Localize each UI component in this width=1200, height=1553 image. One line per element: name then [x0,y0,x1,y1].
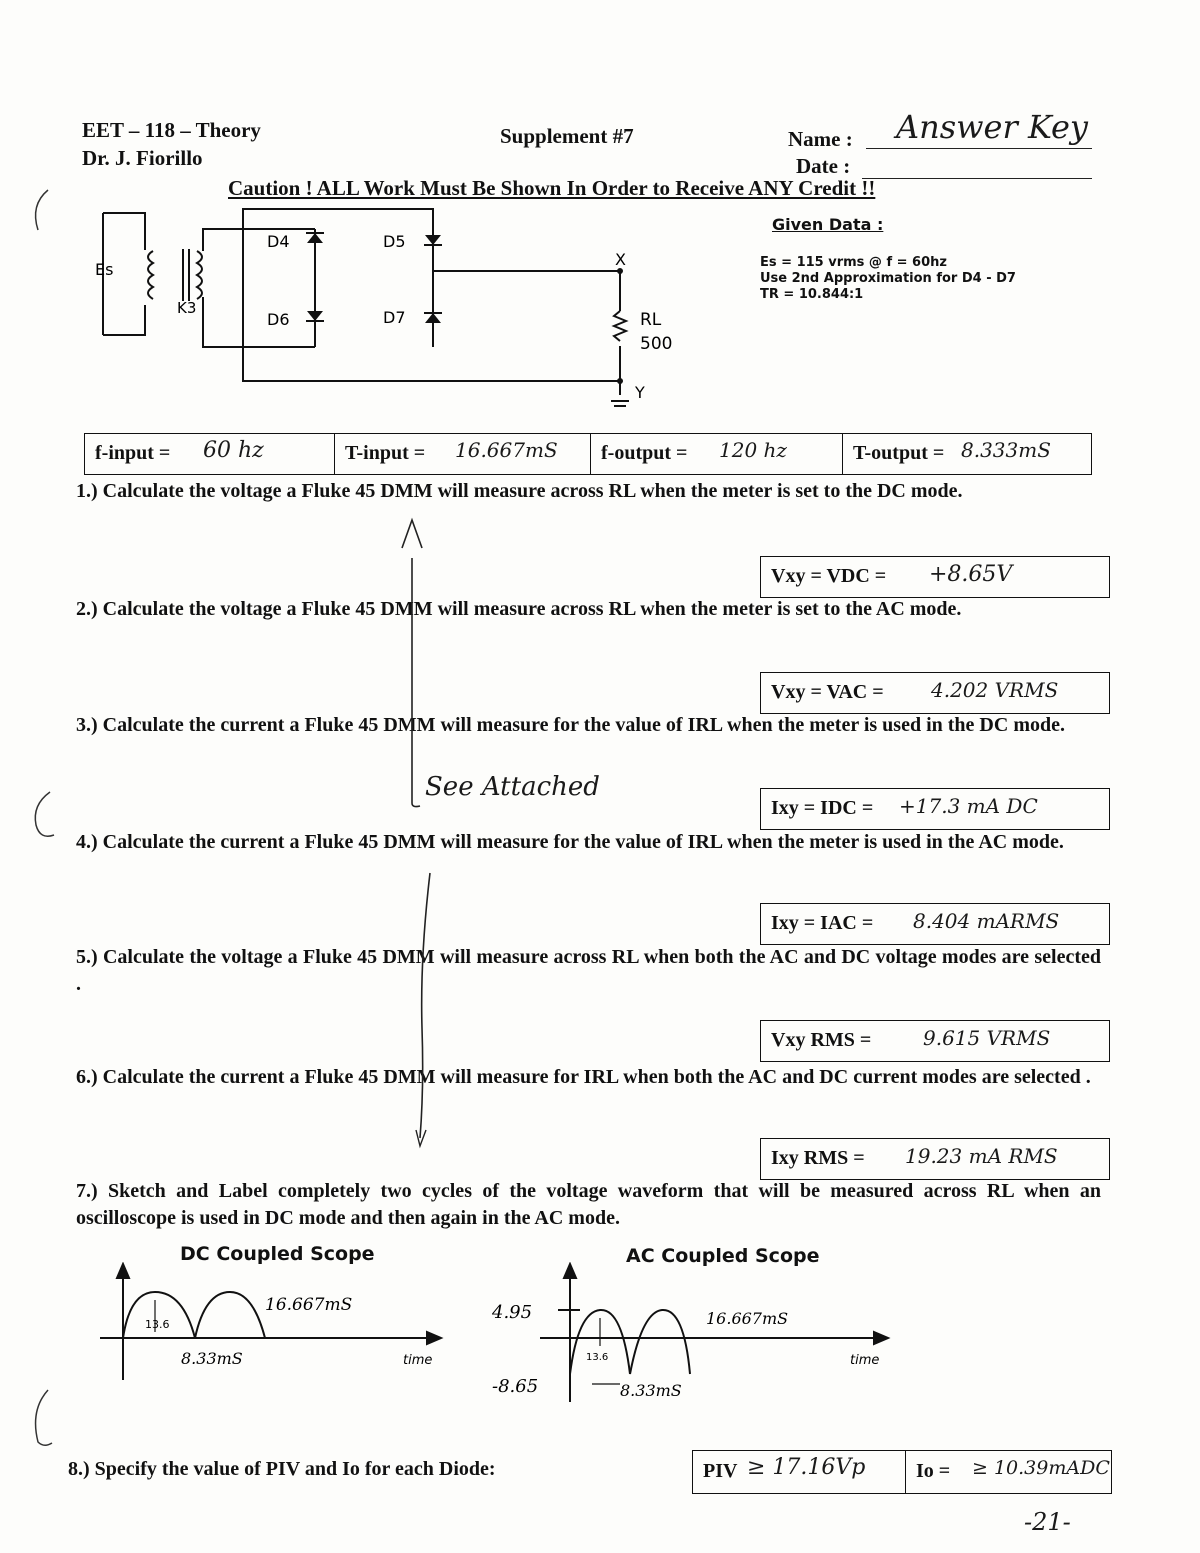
t-output-cell [843,434,1091,474]
question-3-text: 3.) Calculate the current a Fluke 45 DMM will measure for the value of IRL when the meter is used in the DC mode. [76,714,1065,736]
diode-d7-label: D7 [383,308,406,327]
given-line: Es = 115 vrms @ f = 60hz [760,255,947,270]
name-underline [866,148,1092,149]
ac-period-label: 16.667mS [706,1309,789,1328]
io-cell [906,1451,1111,1493]
f-input-value: 60 hz [203,438,264,463]
answer-label: Ixy = IAC = [771,912,874,934]
io-value: ≥ 10.39mADC [972,1457,1110,1479]
t-output-value: 8.333mS [961,438,1051,462]
f-input-cell [85,434,335,474]
load-value: 500 [640,334,673,354]
see-attached-arrow [390,508,450,1158]
see-attached-note: See Attached [425,772,600,802]
answer-label: Ixy RMS = [771,1147,865,1169]
ac-top-label: 4.95 [492,1302,533,1323]
piv-value: ≥ 17.16Vp [747,1455,866,1480]
question-7-text: 7.) Sketch and Label completely two cycles of the voltage waveform that will be measured across RL when an oscilloscope is used in DC mode and then again in the AC mode. [76,1180,1101,1229]
ac-scope-title: AC Coupled Scope [626,1245,820,1267]
diode-d5-label: D5 [383,232,406,251]
f-output-value: 120 hz [719,438,787,462]
f-output-label: f-output = [601,442,688,464]
answer-value: 8.404 mARMS [913,909,1060,933]
ac-peak-label: 13.6 [586,1352,609,1363]
answer-value: +8.65V [929,562,1013,587]
answer-value: 9.615 VRMS [923,1026,1051,1050]
diode-d6-label: D6 [267,310,290,329]
name-label: Name : [788,127,853,151]
answer-box-vac [760,672,1110,714]
t-output-label: T-output = [853,442,945,464]
dc-half-period-label: 8.33mS [181,1349,243,1368]
answer-box-vrms [760,1020,1110,1062]
name-value: Answer Key [896,108,1088,146]
source-label: Es [95,260,114,279]
answer-value: +17.3 mA DC [899,794,1038,818]
transformer-label: K3 [177,299,197,317]
answer-label: Ixy = IDC = [771,797,874,819]
ac-scope-sketch [480,1262,900,1412]
given-line: TR = 10.844:1 [760,287,864,302]
node-x-label: X [615,250,626,269]
margin-marks [20,180,60,1450]
f-output-cell [591,434,843,474]
caution-notice: Caution ! ALL Work Must Be Shown In Order to Receive ANY Credit !! [228,176,876,200]
io-label: Io = [916,1460,951,1482]
answer-box-idc [760,788,1110,830]
date-underline [862,178,1092,179]
answer-value: 19.23 mA RMS [905,1144,1058,1168]
question-8-text: 8.) Specify the value of PIV and Io for each Diode: [68,1458,496,1480]
question-6-text: 6.) Calculate the current a Fluke 45 DMM will measure for IRL when both the AC and DC current modes are selected . [76,1066,1091,1088]
given-data-list [760,255,1016,303]
answer-label: Vxy = VDC = [771,565,887,587]
dc-scope-title: DC Coupled Scope [180,1243,375,1265]
diode-spec-table [692,1450,1112,1494]
ac-bottom-label: -8.65 [492,1376,539,1397]
answer-box-irms [760,1138,1110,1180]
answer-box-vdc [760,556,1110,598]
t-input-cell [335,434,591,474]
load-label: RL [640,310,662,330]
diode-d4-label: D4 [267,232,290,251]
ac-half-period-label: 8.33mS [620,1381,682,1400]
bridge-rectifier-schematic [85,205,685,420]
node-y-label: Y [635,383,645,402]
answer-box-iac [760,903,1110,945]
date-label: Date : [796,154,851,178]
frequency-table [84,433,1092,475]
given-data-title: Given Data : [772,215,884,234]
question-5-text: 5.) Calculate the voltage a Fluke 45 DMM will measure across RL when both the AC and DC voltage modes are selected . [76,946,1101,995]
page-number: -21- [1024,1508,1071,1536]
question-4-text: 4.) Calculate the current a Fluke 45 DMM will measure for the value of IRL when the meter is used in the AC mode. [76,831,1064,853]
answer-value: 4.202 VRMS [931,678,1059,702]
t-input-label: T-input = [345,442,426,464]
answer-label: Vxy RMS = [771,1029,872,1051]
piv-cell [693,1451,906,1493]
question-1-text: 1.) Calculate the voltage a Fluke 45 DMM will measure across RL when the meter is set to the DC mode. [76,480,963,502]
answer-label: Vxy = VAC = [771,681,884,703]
piv-label: PIV [703,1460,738,1482]
dc-peak-label: 13.6 [145,1318,170,1331]
t-input-value: 16.667mS [455,438,558,462]
given-line: Use 2nd Approximation for D4 - D7 [760,271,1016,286]
f-input-label: f-input = [95,442,171,464]
question-2-text: 2.) Calculate the voltage a Fluke 45 DMM will measure across RL when the meter is set to the AC mode. [76,598,962,620]
dc-period-label: 16.667mS [265,1295,353,1315]
dc-time-label: time [403,1353,433,1368]
instructor-name: Dr. J. Fiorillo [82,146,203,170]
course-title: EET – 118 – Theory [82,118,261,142]
ac-time-label: time [850,1353,880,1368]
supplement-title: Supplement #7 [500,124,634,148]
dc-scope-sketch [95,1262,455,1402]
